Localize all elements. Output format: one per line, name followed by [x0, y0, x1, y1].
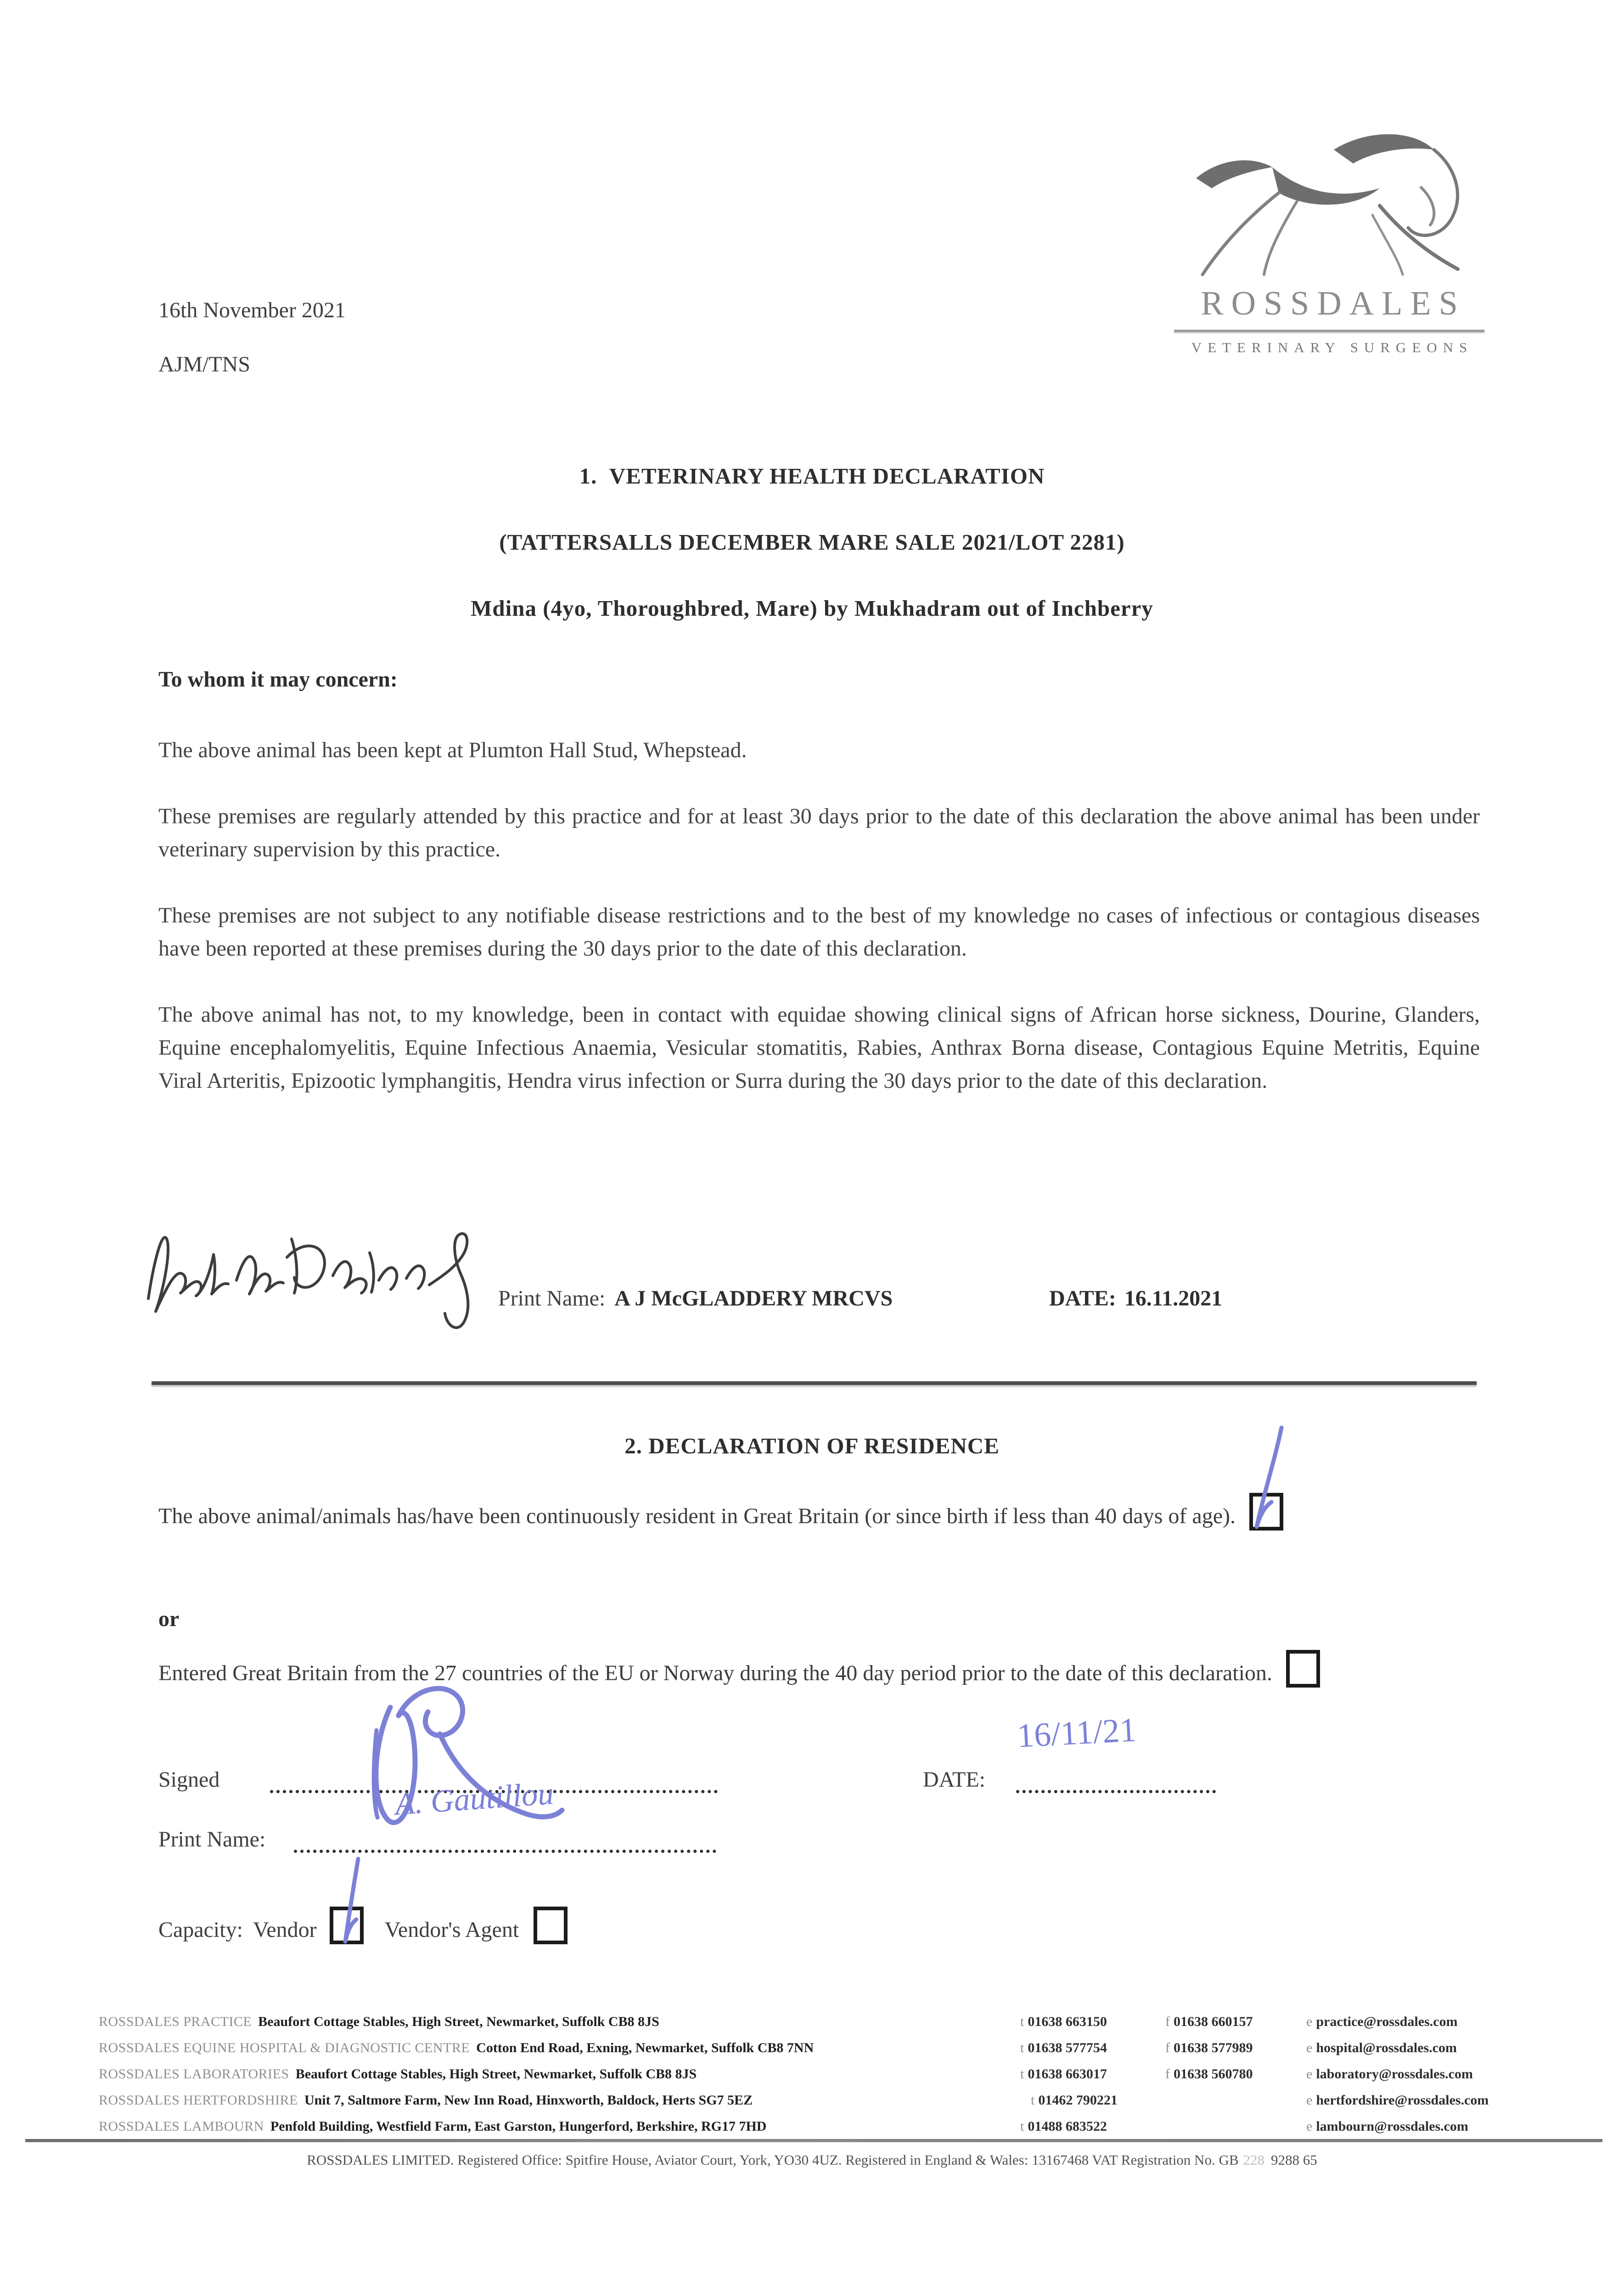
- email-value[interactable]: hospital@rossdales.com: [1316, 2040, 1457, 2055]
- footer-org: ROSSDALES HERTFORDSHIRE: [99, 2093, 298, 2108]
- footer-divider: [25, 2139, 1602, 2142]
- tel-value: 01638 663150: [1028, 2014, 1107, 2029]
- email-prefix: e: [1306, 2066, 1313, 2082]
- fax-prefix: f: [1165, 2040, 1170, 2055]
- tel-value: 01638 663017: [1028, 2066, 1107, 2082]
- signed-date-label: DATE:: [923, 1767, 985, 1792]
- handwritten-name: A. Gautillou: [393, 1776, 555, 1822]
- rossdales-logo: [1169, 123, 1490, 356]
- footer-address: Unit 7, Saltmore Farm, New Inn Road, Hinxworth, Baldock, Herts SG7 5EZ: [304, 2093, 753, 2108]
- print-name-label-2: Print Name:: [158, 1827, 266, 1851]
- capacity-agent-label: Vendor's Agent: [384, 1918, 519, 1942]
- blue-tick-icon: [321, 1854, 376, 1946]
- registered-office-line: [0, 2152, 1624, 2168]
- tel-value: 01462 790221: [1038, 2093, 1118, 2108]
- footer-address: Cotton End Road, Exning, Newmarket, Suffolk CB8 7NN: [476, 2040, 814, 2055]
- tel-prefix: t: [1020, 2119, 1024, 2134]
- date-value: 16.11.2021: [1124, 1286, 1223, 1311]
- section-divider: [152, 1381, 1477, 1385]
- or-label: or: [158, 1607, 180, 1631]
- email-prefix: e: [1306, 2119, 1313, 2134]
- tel-prefix: t: [1020, 2066, 1024, 2082]
- footer-row-hospital: [99, 2040, 1605, 2066]
- footer-row-practice: [99, 2014, 1605, 2040]
- email-value[interactable]: laboratory@rossdales.com: [1316, 2066, 1473, 2082]
- tel-prefix: t: [1020, 2014, 1024, 2029]
- print-name-line[interactable]: [294, 1823, 716, 1853]
- email-prefix: e: [1306, 2040, 1313, 2055]
- section1-animal-line: Mdina (4yo, Thoroughbred, Mare) by Mukhadram out of Inchberry: [471, 596, 1153, 621]
- footer-address: Penfold Building, Westfield Farm, East Garston, Hungerford, Berkshire, RG17 7HD: [270, 2119, 767, 2134]
- email-prefix: e: [1306, 2093, 1313, 2108]
- residence-option-1-checkbox[interactable]: [1249, 1493, 1283, 1531]
- fax-value: 01638 560780: [1174, 2066, 1253, 2082]
- date-label: DATE:: [1049, 1286, 1116, 1311]
- logo-tagline: VETERINARY SURGEONS: [1191, 339, 1473, 355]
- tel-prefix: t: [1031, 2093, 1035, 2108]
- capacity-agent-checkbox[interactable]: [534, 1907, 568, 1944]
- section1-title: 1. VETERINARY HEALTH DECLARATION: [579, 463, 1045, 489]
- email-value[interactable]: lambourn@rossdales.com: [1316, 2119, 1468, 2134]
- footer-org: ROSSDALES PRACTICE: [99, 2014, 252, 2029]
- footer-org: ROSSDALES LABORATORIES: [99, 2066, 289, 2082]
- fax-prefix: f: [1165, 2014, 1170, 2029]
- blue-tick-icon: [1234, 1420, 1298, 1531]
- capacity-vendor-checkbox[interactable]: [330, 1907, 364, 1944]
- residence-option-2-text: Entered Great Britain from the 27 countries of the EU or Norway during the 40 day period prior to the date of this declaration.: [158, 1661, 1272, 1685]
- residence-option-2-checkbox[interactable]: [1286, 1650, 1320, 1688]
- email-prefix: e: [1306, 2014, 1313, 2029]
- footer-address: Beaufort Cottage Stables, High Street, Newmarket, Suffolk CB8 8JS: [258, 2014, 659, 2029]
- paragraph-no-restrictions: These premises are not subject to any notifiable disease restrictions and to the best of my knowledge no cases of infectious or contagious diseases have been reported at these premises during the 30 days prior to the date of this declaration.: [158, 903, 1480, 961]
- logo-divider: [1174, 330, 1484, 332]
- letter-reference: AJM/TNS: [158, 352, 251, 377]
- paragraph-premises-attended: These premises are regularly attended by this practice and for at least 30 days prior to the date of this declaration the above animal has been under veterinary supervision by this practice.: [158, 804, 1480, 861]
- tel-value: 01488 683522: [1028, 2119, 1107, 2134]
- capacity-row: [158, 1907, 568, 1944]
- logo-wordmark: ROSSDALES: [1201, 285, 1466, 322]
- registered-main: ROSSDALES LIMITED. Registered Office: Spitfire House, Aviator Court, York, YO30 4UZ. Registered in England & Wales: 13167468 VAT Registration No. GB: [307, 2152, 1239, 2168]
- handwritten-date: 16/11/21: [1016, 1711, 1138, 1755]
- footer-row-laboratories: [99, 2066, 1605, 2093]
- tel-prefix: t: [1020, 2040, 1024, 2055]
- print-name-label: Print Name:: [498, 1286, 606, 1311]
- footer-row-hertfordshire: [99, 2093, 1605, 2119]
- footer-locations: [99, 2014, 1605, 2145]
- tel-value: 01638 577754: [1028, 2040, 1107, 2055]
- fax-value: 01638 660157: [1174, 2014, 1253, 2029]
- footer-address: Beaufort Cottage Stables, High Street, Newmarket, Suffolk CB8 8JS: [295, 2066, 697, 2082]
- paragraph-no-contact: The above animal has not, to my knowledge, been in contact with equidae showing clinical signs of African horse sickness, Dourine, Glanders, Equine encephalomyelitis, Equine Infectious Anaemia, Vesicular stomatitis, Rabies, Anthrax Borna disease, Contagious Equine Metritis, Equine Viral Arteritis, Epizootic lymphangitis, Hendra virus infection or Surra during the 30 days prior to the date of this declaration.: [158, 1002, 1480, 1093]
- section2-title: 2. DECLARATION OF RESIDENCE: [624, 1433, 1000, 1458]
- email-value[interactable]: hertfordshire@rossdales.com: [1316, 2093, 1489, 2108]
- registered-tail: 9288 65: [1271, 2152, 1317, 2168]
- capacity-label: Capacity:: [158, 1918, 243, 1942]
- fax-prefix: f: [1165, 2066, 1170, 2082]
- vat-faint-digits: 228: [1243, 2152, 1265, 2168]
- rossdales-horse-logo-icon: [1182, 123, 1476, 279]
- footer-org: ROSSDALES LAMBOURN: [99, 2119, 264, 2134]
- print-name-row: [158, 1823, 1480, 1855]
- section1-subtitle: (TATTERSALLS DECEMBER MARE SALE 2021/LOT 2281): [499, 529, 1125, 555]
- letter-date: 16th November 2021: [158, 298, 346, 322]
- signed-date-line[interactable]: [1016, 1763, 1216, 1793]
- print-name-value: A J McGLADDERY MRCVS: [614, 1286, 893, 1311]
- residence-option-1-text: The above animal/animals has/have been continuously resident in Great Britain (or since birth if less than 40 days of age).: [158, 1504, 1236, 1528]
- capacity-vendor-label: Vendor: [253, 1918, 317, 1942]
- residence-option-1: [158, 1487, 1480, 1546]
- email-value[interactable]: practice@rossdales.com: [1316, 2014, 1458, 2029]
- signed-label: Signed: [158, 1767, 220, 1792]
- paragraph-kept-at: The above animal has been kept at Plumton Hall Stud, Whepstead.: [158, 738, 747, 762]
- footer-org: ROSSDALES EQUINE HOSPITAL & DIAGNOSTIC CENTRE: [99, 2040, 470, 2055]
- salutation: To whom it may concern:: [158, 667, 398, 692]
- fax-value: 01638 577989: [1174, 2040, 1253, 2055]
- vet-signature-ink: [140, 1170, 521, 1331]
